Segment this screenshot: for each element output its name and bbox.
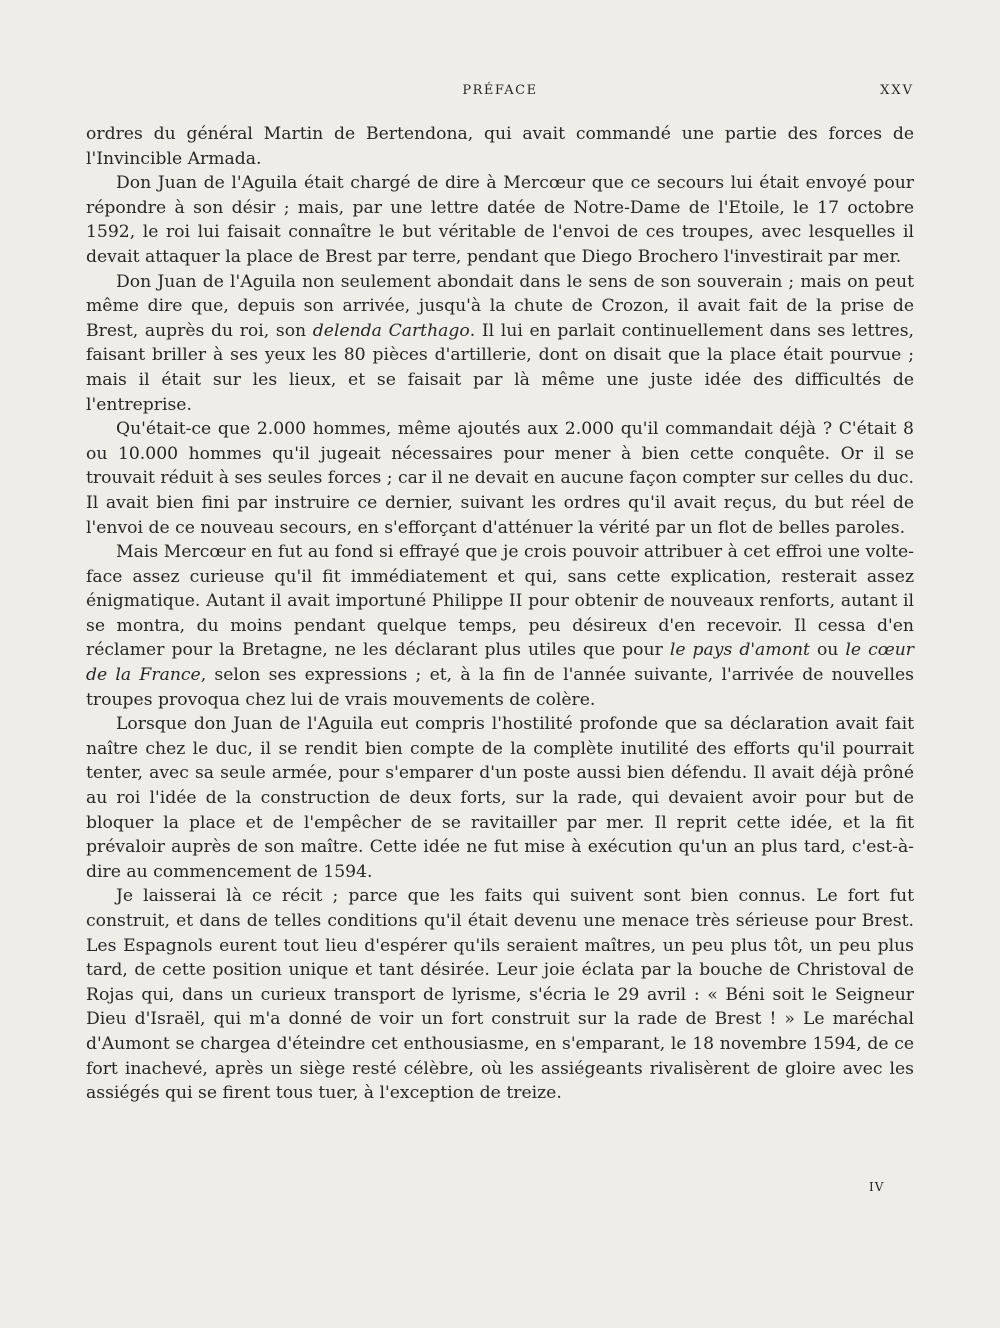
text-segment: Lorsque don Juan de l'Aguila eut compris l'hostilité profonde que sa déclaration avait fait naître chez le duc, il se rendit bien compte de la complète inutilité des efforts qu'il pourrait tenter, avec sa seule armée, pour s'emparer d'un poste aussi bien défendu. Il avait déjà prôné au roi l'idée de la construction de deux forts, sur la rade, qui devaient avoir pour but de bloquer la place et de l'empêcher de se ravitailler par mer. Il reprit cette idée, et la fit prévaloir auprès de son maître. Cette idée ne fut mise à exécution qu'un an plus tard, c'est-à-dire au commencement de 1594. [86, 714, 914, 882]
text-segment: Mais Mercœur en fut au fond si effrayé que je crois pouvoir attribuer à cet effroi une volte-face assez curieuse qu'il fit immédiatement et qui, sans cette explication, resterait assez énigmatique. Autant il avait importuné Philippe II pour obtenir de nouveaux renforts, autant il se montra, du moins pendant quelque temps, peu désireux d'en recevoir. Il cessa d'en réclamer pour la Bretagne, ne les déclarant plus utiles que pour [86, 542, 914, 661]
text-segment: Don Juan de l'Aguila était chargé de dire à Mercœur que ce secours lui était envoyé pour répondre à son désir ; mais, par une lettre datée de Notre-Dame de l'Etoile, le 17 octobre 1592, le roi lui faisait connaître le but véritable de l'envoi de ces troupes, avec lesquelles il devait attaquer la place de Brest par terre, pendant que Diego Brochero l'investirait par mer. [86, 173, 914, 267]
text-segment: Don Juan de l'Aguila non seulement abondait dans le sens de son souverain ; mais on peut même dire que, depuis son arrivée, jusqu'à la chute de Crozon, il avait fait de la prise de Brest, auprès du roi, son [86, 271, 914, 341]
italic-phrase: delenda Carthago [312, 320, 470, 341]
italic-phrase: le pays d'amont [669, 640, 810, 661]
text-segment: ou [809, 640, 846, 661]
text-segment: Je laisserai là ce récit ; parce que les faits qui suivent sont bien connus. Le fort fut construit, et dans de telles conditions qu'il était devenu une menace très sérieuse pour Brest. Les Espagnols eurent tout lieu d'espérer qu'ils seraient maîtres, un peu plus tôt, un peu plus tard, de cette position unique et tant désirée. Leur joie éclata par la bouche de Christoval de Rojas qui, dans un curieux transport de lyrisme, s'écria le 29 avril : « Béni soit le Seigneur Dieu d'Israël, qui m'a donné de voir un fort construit sur la rade de Brest ! » Le maréchal d'Aumont se chargea d'éteindre cet enthousiasme, en s'emparant, le 18 novembre 1594, de ce fort inachevé, après un siège resté célèbre, où les assiégeants rivalisèrent de gloire avec les assiégés qui se firent tous tuer, à l'exception de treize. [86, 886, 914, 1104]
italic-phrase: le cœur de la France [86, 640, 914, 686]
paragraph [86, 122, 914, 171]
running-head-title: PRÉFACE [462, 83, 538, 98]
page-number: XXV [880, 83, 914, 98]
paragraph [86, 884, 914, 1105]
text-segment: ordres du général Martin de Bertendona, qui avait commandé une partie des forces de l'Invincible Armada. [86, 124, 914, 169]
paragraph [86, 171, 914, 269]
paragraph [86, 712, 914, 884]
paragraph [86, 270, 914, 418]
body-text [86, 122, 914, 1106]
text-segment: , selon ses expressions ; et, à la fin de l'année suivante, l'arrivée de nouvelles troupes provoqua chez lui de vrais mouvements de colère. [86, 665, 914, 710]
signature-mark: IV [869, 1180, 885, 1194]
text-segment: Qu'était-ce que 2.000 hommes, même ajoutés aux 2.000 qu'il commandait déjà ? C'était 8 ou 10.000 hommes qu'il jugeait nécessaires pour mener à bien cette conquête. Or il se trouvait réduit à ses seules forces ; car il ne devait en aucune façon compter sur celles du duc. Il avait bien fini par instruire ce dernier, suivant les ordres qu'il avait reçus, du but réel de l'envoi de ce nouveau secours, en s'efforçant d'atténuer la vérité par un flot de belles paroles. [86, 419, 914, 538]
paragraph [86, 540, 914, 712]
running-head [86, 83, 914, 103]
paragraph [86, 417, 914, 540]
text-segment: . Il lui en parlait continuellement dans ses lettres, faisant briller à ses yeux les 80 pièces d'artillerie, dont on disait que la place était pourvue ; mais il était sur les lieux, et se faisait par là même une juste idée des difficultés de l'entreprise. [86, 320, 915, 415]
